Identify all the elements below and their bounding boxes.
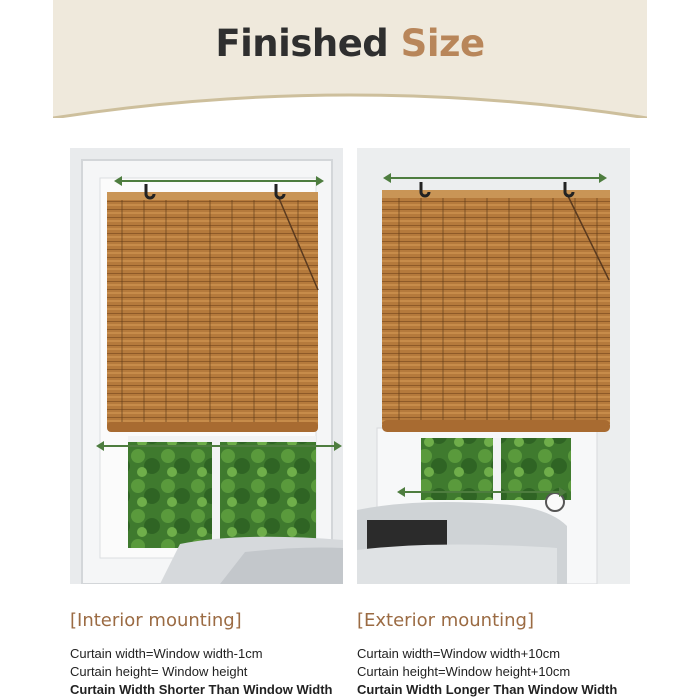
exterior-mounting-photo [357, 148, 630, 584]
title-word-size: Size [400, 22, 485, 65]
header-banner [53, 0, 647, 118]
exterior-mounting-caption [357, 610, 667, 699]
exterior-mounting-heading: [Exterior mounting] [357, 610, 534, 631]
exterior-height-rule: Curtain height=Window height+10cm [357, 664, 571, 679]
exterior-width-note: Curtain Width Longer Than Window Width [357, 682, 618, 697]
title-word-finished: Finished [215, 22, 389, 65]
interior-mounting-photo [70, 148, 343, 584]
interior-width-note: Curtain Width Shorter Than Window Width [70, 682, 333, 697]
page-title [53, 22, 647, 65]
interior-mounting-caption [70, 610, 380, 699]
interior-width-rule: Curtain width=Window width-1cm [70, 646, 263, 661]
interior-mounting-heading: [Interior mounting] [70, 610, 242, 631]
interior-height-rule: Curtain height= Window height [70, 664, 248, 679]
exterior-width-rule: Curtain width=Window width+10cm [357, 646, 561, 661]
